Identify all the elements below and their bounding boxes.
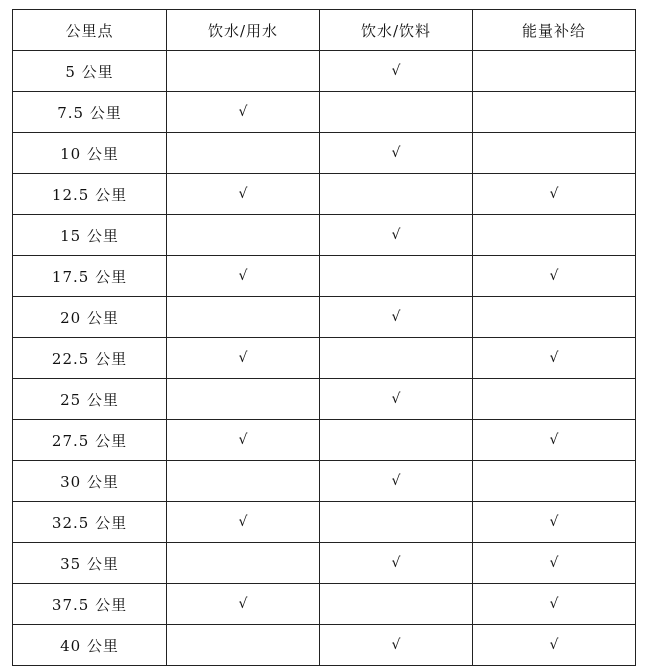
cell-energy-supply <box>473 51 636 92</box>
cell-km-point: 32.5 公里 <box>13 502 167 543</box>
cell-energy-supply <box>473 133 636 174</box>
cell-water-drink <box>320 584 473 625</box>
cell-energy-supply: √ <box>473 543 636 584</box>
cell-water-use <box>167 543 320 584</box>
table-row <box>13 133 636 174</box>
table-row <box>13 584 636 625</box>
cell-water-drink <box>320 420 473 461</box>
cell-water-use: √ <box>167 92 320 133</box>
header-water-drink: 饮水/饮料 <box>320 10 473 51</box>
cell-energy-supply: √ <box>473 625 636 666</box>
header-water-use: 饮水/用水 <box>167 10 320 51</box>
cell-water-drink: √ <box>320 543 473 584</box>
cell-water-drink: √ <box>320 51 473 92</box>
header-energy-supply: 能量补给 <box>473 10 636 51</box>
cell-water-use <box>167 461 320 502</box>
table-header-row <box>13 10 636 51</box>
cell-water-drink <box>320 338 473 379</box>
cell-energy-supply: √ <box>473 256 636 297</box>
table-row <box>13 92 636 133</box>
cell-water-use: √ <box>167 502 320 543</box>
table-row <box>13 625 636 666</box>
cell-energy-supply: √ <box>473 174 636 215</box>
cell-water-drink: √ <box>320 625 473 666</box>
cell-water-drink <box>320 92 473 133</box>
cell-water-drink <box>320 256 473 297</box>
cell-water-drink: √ <box>320 133 473 174</box>
supply-table-container <box>12 9 635 666</box>
cell-km-point: 10 公里 <box>13 133 167 174</box>
cell-energy-supply: √ <box>473 338 636 379</box>
cell-energy-supply <box>473 215 636 256</box>
cell-km-point: 5 公里 <box>13 51 167 92</box>
cell-energy-supply <box>473 92 636 133</box>
cell-km-point: 15 公里 <box>13 215 167 256</box>
cell-energy-supply: √ <box>473 584 636 625</box>
table-row <box>13 502 636 543</box>
cell-km-point: 12.5 公里 <box>13 174 167 215</box>
cell-water-use: √ <box>167 584 320 625</box>
table-row <box>13 256 636 297</box>
cell-energy-supply: √ <box>473 502 636 543</box>
cell-water-use <box>167 297 320 338</box>
cell-km-point: 30 公里 <box>13 461 167 502</box>
cell-water-drink: √ <box>320 215 473 256</box>
table-row <box>13 215 636 256</box>
cell-water-use <box>167 379 320 420</box>
cell-water-drink: √ <box>320 297 473 338</box>
table-row <box>13 338 636 379</box>
cell-water-use <box>167 51 320 92</box>
table-body <box>13 51 636 666</box>
cell-km-point: 37.5 公里 <box>13 584 167 625</box>
table-row <box>13 379 636 420</box>
cell-energy-supply <box>473 461 636 502</box>
table-row <box>13 543 636 584</box>
header-km-point: 公里点 <box>13 10 167 51</box>
cell-km-point: 40 公里 <box>13 625 167 666</box>
cell-water-drink <box>320 174 473 215</box>
cell-water-use: √ <box>167 256 320 297</box>
cell-water-drink: √ <box>320 461 473 502</box>
cell-km-point: 27.5 公里 <box>13 420 167 461</box>
cell-water-use: √ <box>167 338 320 379</box>
cell-water-use <box>167 133 320 174</box>
cell-water-use <box>167 215 320 256</box>
table-row <box>13 174 636 215</box>
cell-km-point: 25 公里 <box>13 379 167 420</box>
cell-water-drink <box>320 502 473 543</box>
cell-energy-supply <box>473 379 636 420</box>
table-row <box>13 461 636 502</box>
cell-km-point: 22.5 公里 <box>13 338 167 379</box>
cell-km-point: 7.5 公里 <box>13 92 167 133</box>
cell-water-use: √ <box>167 174 320 215</box>
cell-water-use: √ <box>167 420 320 461</box>
table-row <box>13 420 636 461</box>
supply-station-table <box>12 9 636 666</box>
cell-km-point: 35 公里 <box>13 543 167 584</box>
cell-energy-supply: √ <box>473 420 636 461</box>
table-row <box>13 51 636 92</box>
table-row <box>13 297 636 338</box>
cell-water-use <box>167 625 320 666</box>
cell-km-point: 20 公里 <box>13 297 167 338</box>
cell-km-point: 17.5 公里 <box>13 256 167 297</box>
cell-energy-supply <box>473 297 636 338</box>
cell-water-drink: √ <box>320 379 473 420</box>
